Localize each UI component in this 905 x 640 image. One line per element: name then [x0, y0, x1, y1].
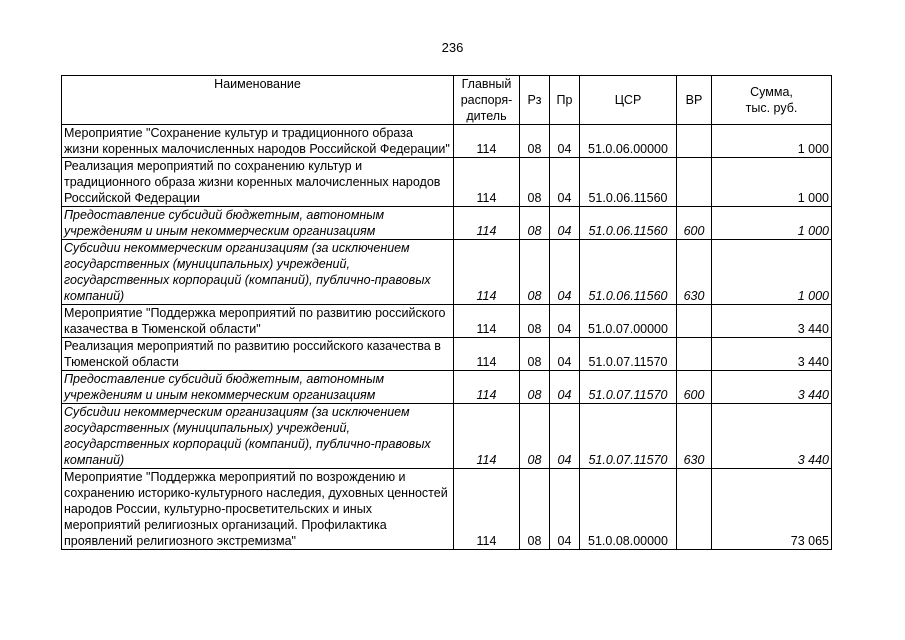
header-main-line1: Главный: [461, 77, 512, 91]
row-main: 114: [454, 371, 520, 404]
row-rz: 08: [520, 125, 550, 158]
header-main-line2: распоря-: [460, 93, 513, 107]
row-csr: 51.0.07.11570: [580, 338, 677, 371]
row-sum: 73 065: [712, 469, 832, 550]
row-pr: 04: [550, 305, 580, 338]
row-csr: 51.0.07.00000: [580, 305, 677, 338]
row-name: Предоставление субсидий бюджетным, автономным учреждениям и иным некоммерческим организациям: [62, 371, 454, 404]
row-pr: 04: [550, 158, 580, 207]
row-vr: [677, 305, 712, 338]
row-sum: 1 000: [712, 207, 832, 240]
row-pr: 04: [550, 240, 580, 305]
table-row: [62, 207, 832, 240]
row-main: 114: [454, 125, 520, 158]
table-row: [62, 469, 832, 550]
row-pr: 04: [550, 125, 580, 158]
row-pr: 04: [550, 404, 580, 469]
header-name: Наименование: [62, 76, 454, 125]
row-pr: 04: [550, 338, 580, 371]
page-number: 236: [441, 40, 464, 55]
row-pr: 04: [550, 469, 580, 550]
table-row: [62, 125, 832, 158]
row-vr: [677, 158, 712, 207]
row-name: Реализация мероприятий по сохранению культур и традиционного образа жизни коренных малочисленных народов Российской Федерации: [62, 158, 454, 207]
table-row: [62, 240, 832, 305]
row-main: 114: [454, 469, 520, 550]
row-name: Мероприятие "Сохранение культур и традиционного образа жизни коренных малочисленных народов Российской Федерации": [62, 125, 454, 158]
row-vr: [677, 338, 712, 371]
row-rz: 08: [520, 207, 550, 240]
row-csr: 51.0.07.11570: [580, 404, 677, 469]
row-vr: [677, 125, 712, 158]
row-sum: 3 440: [712, 404, 832, 469]
row-csr: 51.0.08.00000: [580, 469, 677, 550]
row-rz: 08: [520, 404, 550, 469]
row-name: Субсидии некоммерческим организациям (за исключением государственных (муниципальных) учреждений, государственных корпораций (компаний), публично-правовых компаний): [62, 240, 454, 305]
row-csr: 51.0.06.00000: [580, 125, 677, 158]
row-vr: [677, 469, 712, 550]
header-row: [62, 76, 832, 125]
row-rz: 08: [520, 158, 550, 207]
header-main-line3: дитель: [466, 109, 507, 123]
row-sum: 1 000: [712, 125, 832, 158]
row-csr: 51.0.06.11560: [580, 207, 677, 240]
header-vr: ВР: [677, 76, 712, 125]
row-csr: 51.0.07.11570: [580, 371, 677, 404]
budget-table: [61, 75, 832, 550]
table-row: [62, 404, 832, 469]
row-pr: 04: [550, 371, 580, 404]
table-row: [62, 338, 832, 371]
row-vr: 600: [677, 371, 712, 404]
row-rz: 08: [520, 338, 550, 371]
row-vr: 600: [677, 207, 712, 240]
header-csr: ЦСР: [580, 76, 677, 125]
row-vr: 630: [677, 404, 712, 469]
row-csr: 51.0.06.11560: [580, 240, 677, 305]
header-sum-line1: Сумма,: [750, 85, 793, 99]
row-main: 114: [454, 338, 520, 371]
table-row: [62, 158, 832, 207]
row-name: Субсидии некоммерческим организациям (за исключением государственных (муниципальных) учреждений, государственных корпораций (компаний), публично-правовых компаний): [62, 404, 454, 469]
header-sum-line2: тыс. руб.: [745, 101, 798, 115]
table-row: [62, 305, 832, 338]
row-name: Предоставление субсидий бюджетным, автономным учреждениям и иным некоммерческим организациям: [62, 207, 454, 240]
row-vr: 630: [677, 240, 712, 305]
row-sum: 3 440: [712, 305, 832, 338]
row-csr: 51.0.06.11560: [580, 158, 677, 207]
table-row: [62, 371, 832, 404]
row-rz: 08: [520, 469, 550, 550]
header-sum: [712, 76, 832, 125]
row-main: 114: [454, 158, 520, 207]
row-name: Мероприятие "Поддержка мероприятий по возрождению и сохранению историко-культурного наследия, духовных ценностей народов России, культурно-просветительских и иных мероприятий религиозных организаций. Профилактика проявлений религиозного экстремизма": [62, 469, 454, 550]
header-rz: Рз: [520, 76, 550, 125]
header-pr: Пр: [550, 76, 580, 125]
row-main: 114: [454, 404, 520, 469]
row-pr: 04: [550, 207, 580, 240]
row-main: 114: [454, 240, 520, 305]
row-sum: 1 000: [712, 240, 832, 305]
row-sum: 3 440: [712, 371, 832, 404]
header-main-manager: [454, 76, 520, 125]
row-rz: 08: [520, 240, 550, 305]
row-rz: 08: [520, 305, 550, 338]
row-sum: 1 000: [712, 158, 832, 207]
row-name: Мероприятие "Поддержка мероприятий по развитию российского казачества в Тюменской области": [62, 305, 454, 338]
row-main: 114: [454, 207, 520, 240]
row-name: Реализация мероприятий по развитию российского казачества в Тюменской области: [62, 338, 454, 371]
row-sum: 3 440: [712, 338, 832, 371]
row-rz: 08: [520, 371, 550, 404]
row-main: 114: [454, 305, 520, 338]
